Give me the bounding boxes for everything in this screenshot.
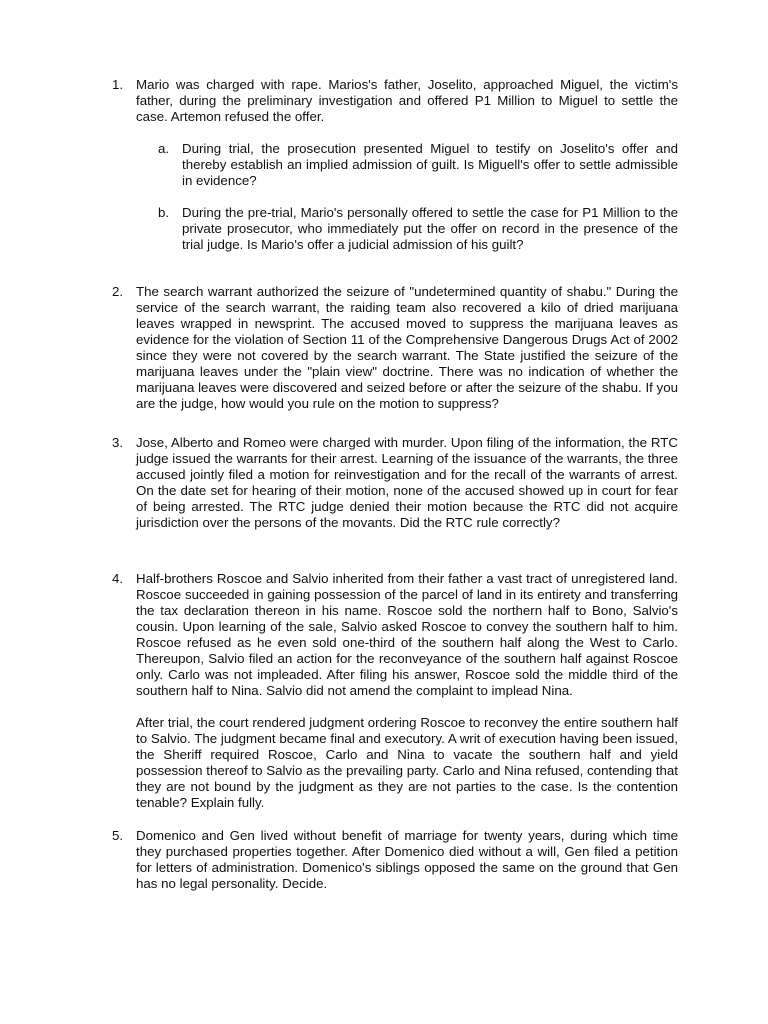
sub-questions [158,141,678,253]
sub-question-number: a. [158,141,170,156]
question-number: 2. [112,284,124,299]
sub-question-text: During trial, the prosecution presented Miguel to testify on Joselito's offer and thereby establish an implied admission of guilt. Is Miguell's offer to settle admissible in evidence? [182,141,678,188]
question-4 [112,571,678,811]
question-text: The search warrant authorized the seizure of "undetermined quantity of shabu." During the service of the search warrant, the raiding team also recovered a kilo of dried marijuana leaves wrapped in newsprint. The accused moved to suppress the marijuana leaves as evidence for the violation of Section 11 of the Comprehensive Dangerous Drugs Act of 2002 since they were not covered by the search warrant. The State justified the seizure of the marijuana leaves under the "plain view" doctrine. There was no indication of whether the marijuana leaves were discovered and seized before or after the seizure of the shabu. If you are the judge, how would you rule on the motion to suppress? [136,284,678,411]
question-number: 4. [112,571,124,586]
question-text: Jose, Alberto and Romeo were charged with murder. Upon filing of the information, the RTC judge issued the warrants for their arrest. Learning of the issuance of the warrants, the three accused jointly filed a motion for reinvestigation and for the recall of the warrants of arrest. On the date set for hearing of their motion, none of the accused showed up in court for fear of being arrested. The RTC judge denied their motion because the RTC did not acquire jurisdiction over the persons of the movants. Did the RTC rule correctly? [136,435,678,530]
question-text: Mario was charged with rape. Marios's father, Joselito, approached Miguel, the victim's father, during the preliminary investigation and offered P1 Million to Miguel to settle the case. Artemon refused the offer. [136,77,678,124]
question-text: Domenico and Gen lived without benefit of marriage for twenty years, during which time they purchased properties together. After Domenico died without a will, Gen filed a petition for letters of administration. Domenico's siblings opposed the same on the ground that Gen has no legal personality. Decide. [136,828,678,891]
question-1 [112,77,678,253]
question-number: 1. [112,77,124,92]
question-number: 5. [112,828,124,843]
sub-question-a [158,141,678,189]
question-number: 3. [112,435,124,450]
question-3 [112,435,678,531]
question-text: Half-brothers Roscoe and Salvio inherited from their father a vast tract of unregistered land. Roscoe succeeded in gaining possession of the parcel of land in its entirety and transferring the tax declaration thereon in his name. Roscoe sold the northern half to Bono, Salvio's cousin. Upon learning of the sale, Salvio asked Roscoe to convey the southern half to him. Roscoe refused as he even sold one-third of the southern half along the West to Carlo. Thereupon, Salvio filed an action for the reconveyance of the southern half against Roscoe only. Carlo was not impleaded. After filing his answer, Roscoe sold the middle third of the southern half to Nina. Salvio did not amend the complaint to implead Nina. [136,571,678,698]
sub-question-text: During the pre-trial, Mario's personally offered to settle the case for P1 Million to the private prosecutor, who immediately put the offer on record in the presence of the trial judge. Is Mario's offer a judicial admission of his guilt? [182,205,678,252]
sub-question-number: b. [158,205,170,220]
question-2 [112,284,678,412]
question-5 [112,828,678,892]
sub-question-b [158,205,678,253]
question-text-continued: After trial, the court rendered judgment ordering Roscoe to reconvey the entire southern half to Salvio. The judgment became final and executory. A writ of execution having been issued, the Sheriff required Roscoe, Carlo and Nina to vacate the southern half and yield possession thereof to Salvio as the prevailing party. Carlo and Nina refused, contending that they are not bound by the judgment as they are not parties to the case. Is the contention tenable? Explain fully. [136,715,678,810]
